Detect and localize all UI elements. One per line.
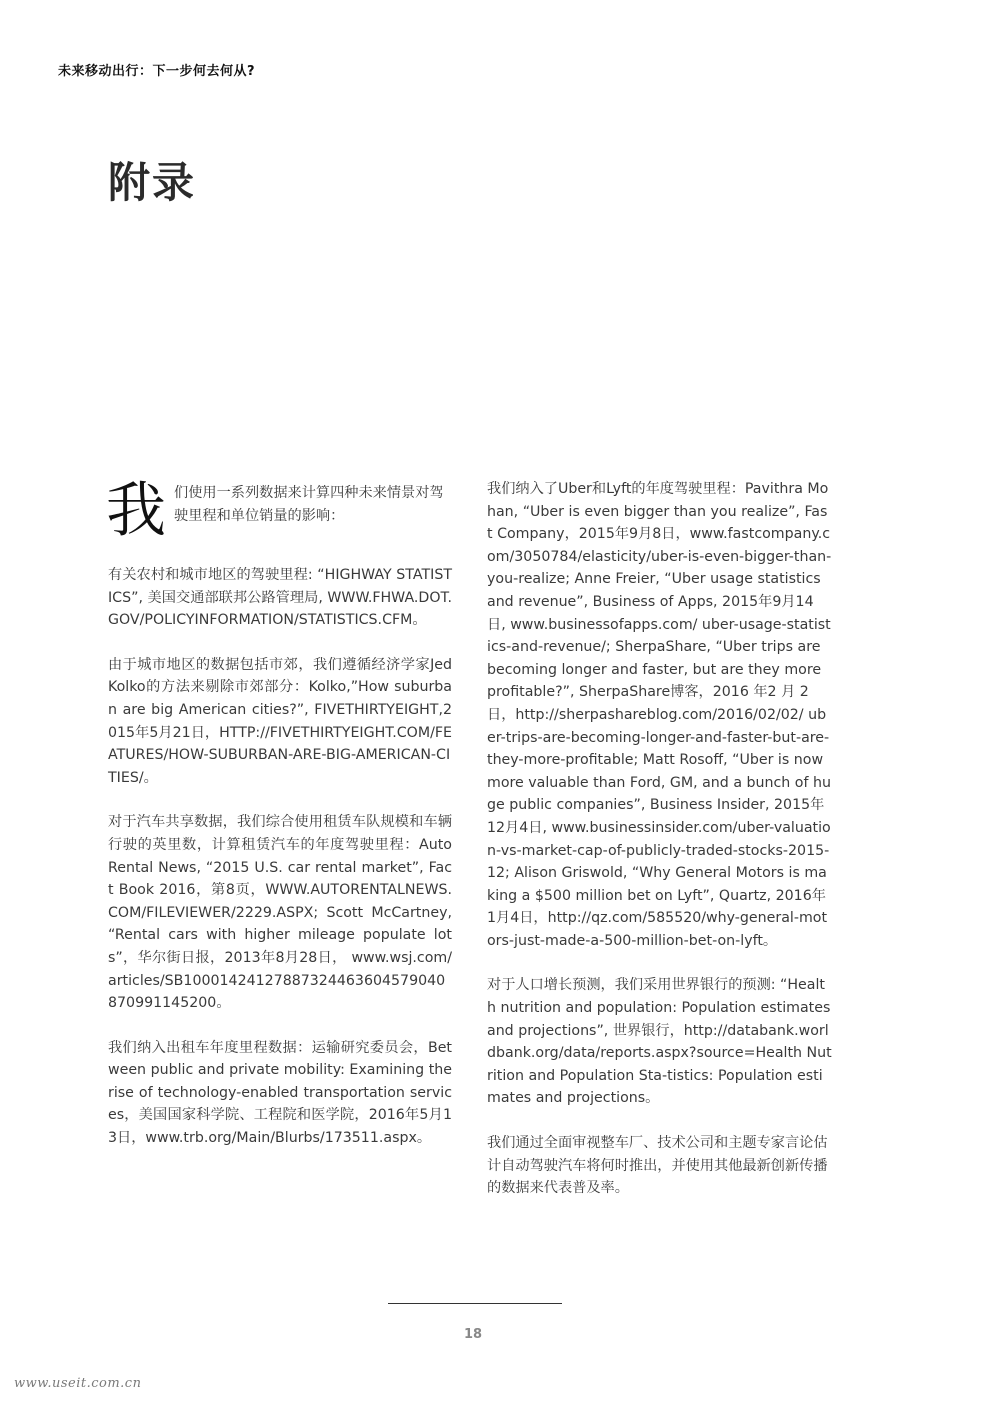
footer-divider — [388, 1303, 562, 1304]
page-title: 附录 — [108, 158, 197, 207]
page-number: 18 — [463, 1327, 483, 1342]
source-paragraph: 由于城市地区的数据包括市郊，我们遵循经济学家Jed Kolko的方法来剔除市郊部分：Kolko,”How suburban are big American cities?”, FIVETHIRTYEIGHT,2015年5月21日，HTTP://FIVETHIRTYEIGHT.COM/FEATURES/HOW-SUBURBAN-ARE-BIG-AMERICAN-CITIES/。 — [108, 656, 452, 786]
intro-paragraph — [106, 476, 452, 546]
running-header: 未来移动出行：下一步何去何从? — [58, 64, 256, 79]
source-paragraph: 我们纳入了Uber和Lyft的年度驾驶里程：Pavithra Mohan, “Uber is even bigger than you realize”, Fast Company，2015年9月8日，www.fastcompany.com/3050784/elasticity/uber-is-even-bigger-than-you-realize; Anne Freier, “Uber usage statistics and revenue”, Business of Apps, 2015年9月14日, www.businessofapps.com/ uber-usage-statistics-and-revenue/; SherpaShare, “Uber trips are becoming longer and faster, but are they more profitable?”, SherpaShare博客，2016 年2 月 2 日，http://sherpashareblog.com/2016/02/02/ uber-trips-are-becoming-longer-and-faster-but-are-they-more-profitable; Matt Rosoff, “Uber is now more valuable than Ford, GM, and a bunch of huge public companies”, Business Insider, 2015年12月4日, www.businessinsider.com/uber-valuation-vs-market-cap-of-publicly-traded-stocks-2015-12; Alison Griswold, “Why General Motors is making a $500 million bet on Lyft”, Quartz, 2016年1月4日，http://qz.com/585520/why-general-motors-just-made-a-500-million-bet-on-lyft。 — [487, 481, 832, 949]
drop-cap: 我 — [106, 476, 166, 546]
watermark: www.useit.com.cn — [14, 1376, 142, 1391]
source-paragraph: 对于人口增长预测，我们采用世界银行的预测: “Health nutrition and population: Population estimates and projections”, 世界银行，http://databank.worldbank.org/data/reports.aspx?source=Health Nutrition and Population Sta-tistics: Population estimates and projections。 — [487, 977, 832, 1107]
source-paragraph: 我们纳入出租车年度里程数据：运输研究委员会，Between public and private mobility: Examining the rise of technology-enabled transportation services，美国国家科学院、工程院和医学院，2016年5月13日，www.trb.org/Main/Blurbs/173511.aspx。 — [108, 1039, 452, 1147]
left-column — [108, 478, 452, 1172]
source-paragraph: 我们通过全面审视整车厂、技术公司和主题专家言论估计自动驾驶汽车将何时推出，并使用其他最新创新传播的数据来代表普及率。 — [487, 1135, 828, 1197]
right-column — [487, 478, 832, 1222]
source-paragraph: 有关农村和城市地区的驾驶里程: “HIGHWAY STATISTICS”, 美国交通部联邦公路管理局, WWW.FHWA.DOT.GOV/POLICYINFORMATION/STATISTICS.CFM。 — [108, 567, 452, 629]
intro-text: 们使用一系列数据来计算四种未来情景对驾驶里程和单位销量的影响： — [174, 485, 444, 524]
source-paragraph: 对于汽车共享数据，我们综合使用租赁车队规模和车辆行驶的英里数，计算租赁汽车的年度驾驶里程：Auto Rental News, “2015 U.S. car rental market”, Fact Book 2016，第8页，WWW.AUTORENTALNEWS.COM/FILEVIEWER/2229.ASPX; Scott McCartney, “Rental cars with higher mileage populate lots”，华尔街日报，2013年8月28日， www.wsj.com/articles/SB10001424127887324463604579040870991145200。 — [108, 814, 452, 1012]
